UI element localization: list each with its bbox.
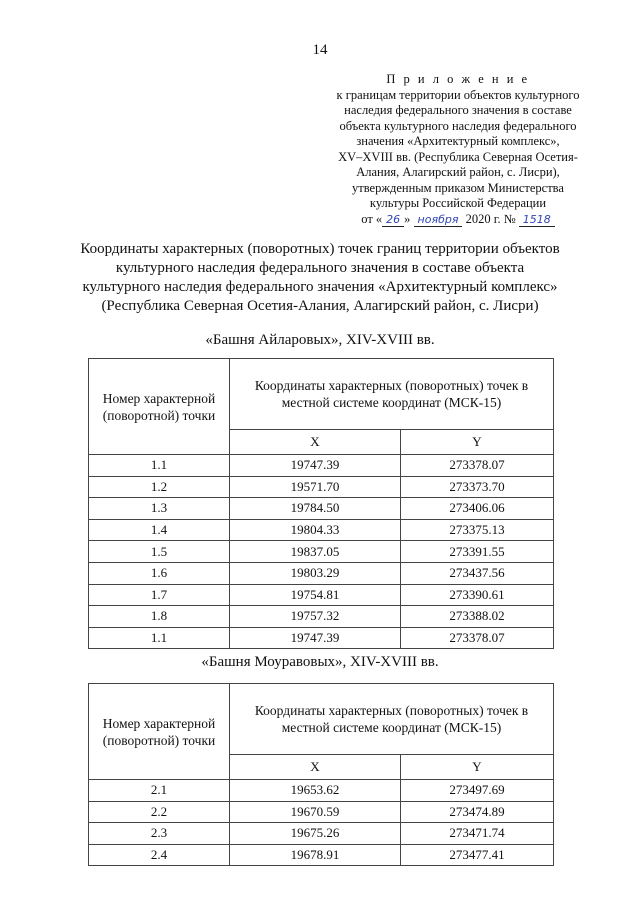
table-1-body bbox=[89, 455, 554, 649]
title-line: Координаты характерных (поворотных) точек границ территории объектов bbox=[80, 241, 560, 257]
point-cell: 1.5 bbox=[89, 541, 230, 563]
appendix-line: наследия федерального значения в составе bbox=[344, 103, 572, 117]
point-cell: 1.1 bbox=[89, 627, 230, 649]
date-prefix: от « bbox=[361, 211, 383, 226]
y-cell: 273375.13 bbox=[401, 519, 554, 541]
y-cell: 273373.70 bbox=[401, 476, 554, 498]
x-cell: 19653.62 bbox=[230, 780, 401, 802]
point-cell: 2.3 bbox=[89, 823, 230, 845]
y-cell: 273471.74 bbox=[401, 823, 554, 845]
date-mid: » bbox=[404, 211, 411, 226]
table-row bbox=[89, 541, 554, 563]
appendix-heading: П р и л о ж е н и е bbox=[386, 72, 530, 86]
appendix-line: объекта культурного наследия федерального bbox=[339, 118, 577, 133]
table-row bbox=[89, 823, 554, 845]
point-cell: 2.4 bbox=[89, 844, 230, 866]
col-coords-header: Координаты характерных (поворотных) точек в местной системе координат (МСК-15) bbox=[230, 359, 554, 430]
point-cell: 1.4 bbox=[89, 519, 230, 541]
y-cell: 273474.89 bbox=[401, 801, 554, 823]
document-title bbox=[70, 240, 570, 316]
y-cell: 273378.07 bbox=[401, 455, 554, 477]
y-cell: 273497.69 bbox=[401, 780, 554, 802]
order-date-line bbox=[318, 212, 598, 228]
point-cell: 2.2 bbox=[89, 801, 230, 823]
x-cell: 19670.59 bbox=[230, 801, 401, 823]
x-cell: 19803.29 bbox=[230, 562, 401, 584]
col-coords-header: Координаты характерных (поворотных) точек в местной системе координат (МСК-15) bbox=[230, 684, 554, 755]
table-row bbox=[89, 455, 554, 477]
table-row bbox=[89, 498, 554, 520]
title-line: культурного наследия федерального значения в составе объекта bbox=[115, 260, 525, 276]
table-row bbox=[89, 844, 554, 866]
title-line: культурного наследия федерального значения «Архитектурный комплекс» bbox=[82, 279, 558, 295]
y-cell: 273477.41 bbox=[401, 844, 554, 866]
x-cell: 19757.32 bbox=[230, 606, 401, 628]
title-line: (Республика Северная Осетия-Алания, Алагирский район, с. Лисри) bbox=[101, 298, 539, 314]
table-row bbox=[89, 584, 554, 606]
table-2-body bbox=[89, 780, 554, 866]
appendix-block bbox=[318, 72, 598, 227]
x-cell: 19747.39 bbox=[230, 455, 401, 477]
point-cell: 1.2 bbox=[89, 476, 230, 498]
date-month-handwritten: ноября bbox=[414, 213, 463, 227]
table-row bbox=[89, 562, 554, 584]
point-cell: 1.8 bbox=[89, 606, 230, 628]
x-cell: 19754.81 bbox=[230, 584, 401, 606]
table-row bbox=[89, 780, 554, 802]
y-cell: 273388.02 bbox=[401, 606, 554, 628]
x-cell: 19784.50 bbox=[230, 498, 401, 520]
col-y-header: Y bbox=[401, 430, 554, 455]
appendix-line: Алания, Алагирский район, с. Лисри), bbox=[356, 165, 560, 179]
point-cell: 1.6 bbox=[89, 562, 230, 584]
table-row bbox=[89, 801, 554, 823]
date-year: 2020 г. № bbox=[465, 211, 516, 226]
y-cell: 273437.56 bbox=[401, 562, 554, 584]
y-cell: 273390.61 bbox=[401, 584, 554, 606]
y-cell: 273406.06 bbox=[401, 498, 554, 520]
col-y-header: Y bbox=[401, 755, 554, 780]
y-cell: 273378.07 bbox=[401, 627, 554, 649]
col-x-header: X bbox=[230, 430, 401, 455]
appendix-line: к границам территории объектов культурного bbox=[336, 87, 580, 102]
col-x-header: X bbox=[230, 755, 401, 780]
x-cell: 19837.05 bbox=[230, 541, 401, 563]
point-cell: 1.1 bbox=[89, 455, 230, 477]
page-number: 14 bbox=[312, 42, 328, 58]
appendix-line: утвержденным приказом Министерства bbox=[352, 180, 564, 195]
table-2-title: «Башня Моуравовых», XIV-XVIII вв. bbox=[201, 654, 439, 670]
x-cell: 19804.33 bbox=[230, 519, 401, 541]
table-row bbox=[89, 519, 554, 541]
table-1-title: «Башня Айларовых», XIV-XVIII вв. bbox=[205, 332, 435, 348]
coordinates-table-2 bbox=[88, 683, 554, 866]
point-cell: 1.3 bbox=[89, 498, 230, 520]
y-cell: 273391.55 bbox=[401, 541, 554, 563]
date-day-handwritten: 26 bbox=[382, 213, 404, 227]
table-row bbox=[89, 476, 554, 498]
col-point-header: Номер характерной (поворотной) точки bbox=[89, 359, 230, 455]
col-point-header: Номер характерной (поворотной) точки bbox=[89, 684, 230, 780]
order-number-handwritten: 1518 bbox=[519, 213, 555, 227]
x-cell: 19571.70 bbox=[230, 476, 401, 498]
table-row bbox=[89, 627, 554, 649]
x-cell: 19675.26 bbox=[230, 823, 401, 845]
x-cell: 19747.39 bbox=[230, 627, 401, 649]
coordinates-table-1 bbox=[88, 358, 554, 649]
table-row bbox=[89, 606, 554, 628]
point-cell: 2.1 bbox=[89, 780, 230, 802]
x-cell: 19678.91 bbox=[230, 844, 401, 866]
appendix-line: XV–XVIII вв. (Республика Северная Осетия- bbox=[338, 149, 578, 164]
point-cell: 1.7 bbox=[89, 584, 230, 606]
appendix-line: культуры Российской Федерации bbox=[369, 196, 547, 210]
appendix-line: значения «Архитектурный комплекс», bbox=[356, 134, 560, 148]
